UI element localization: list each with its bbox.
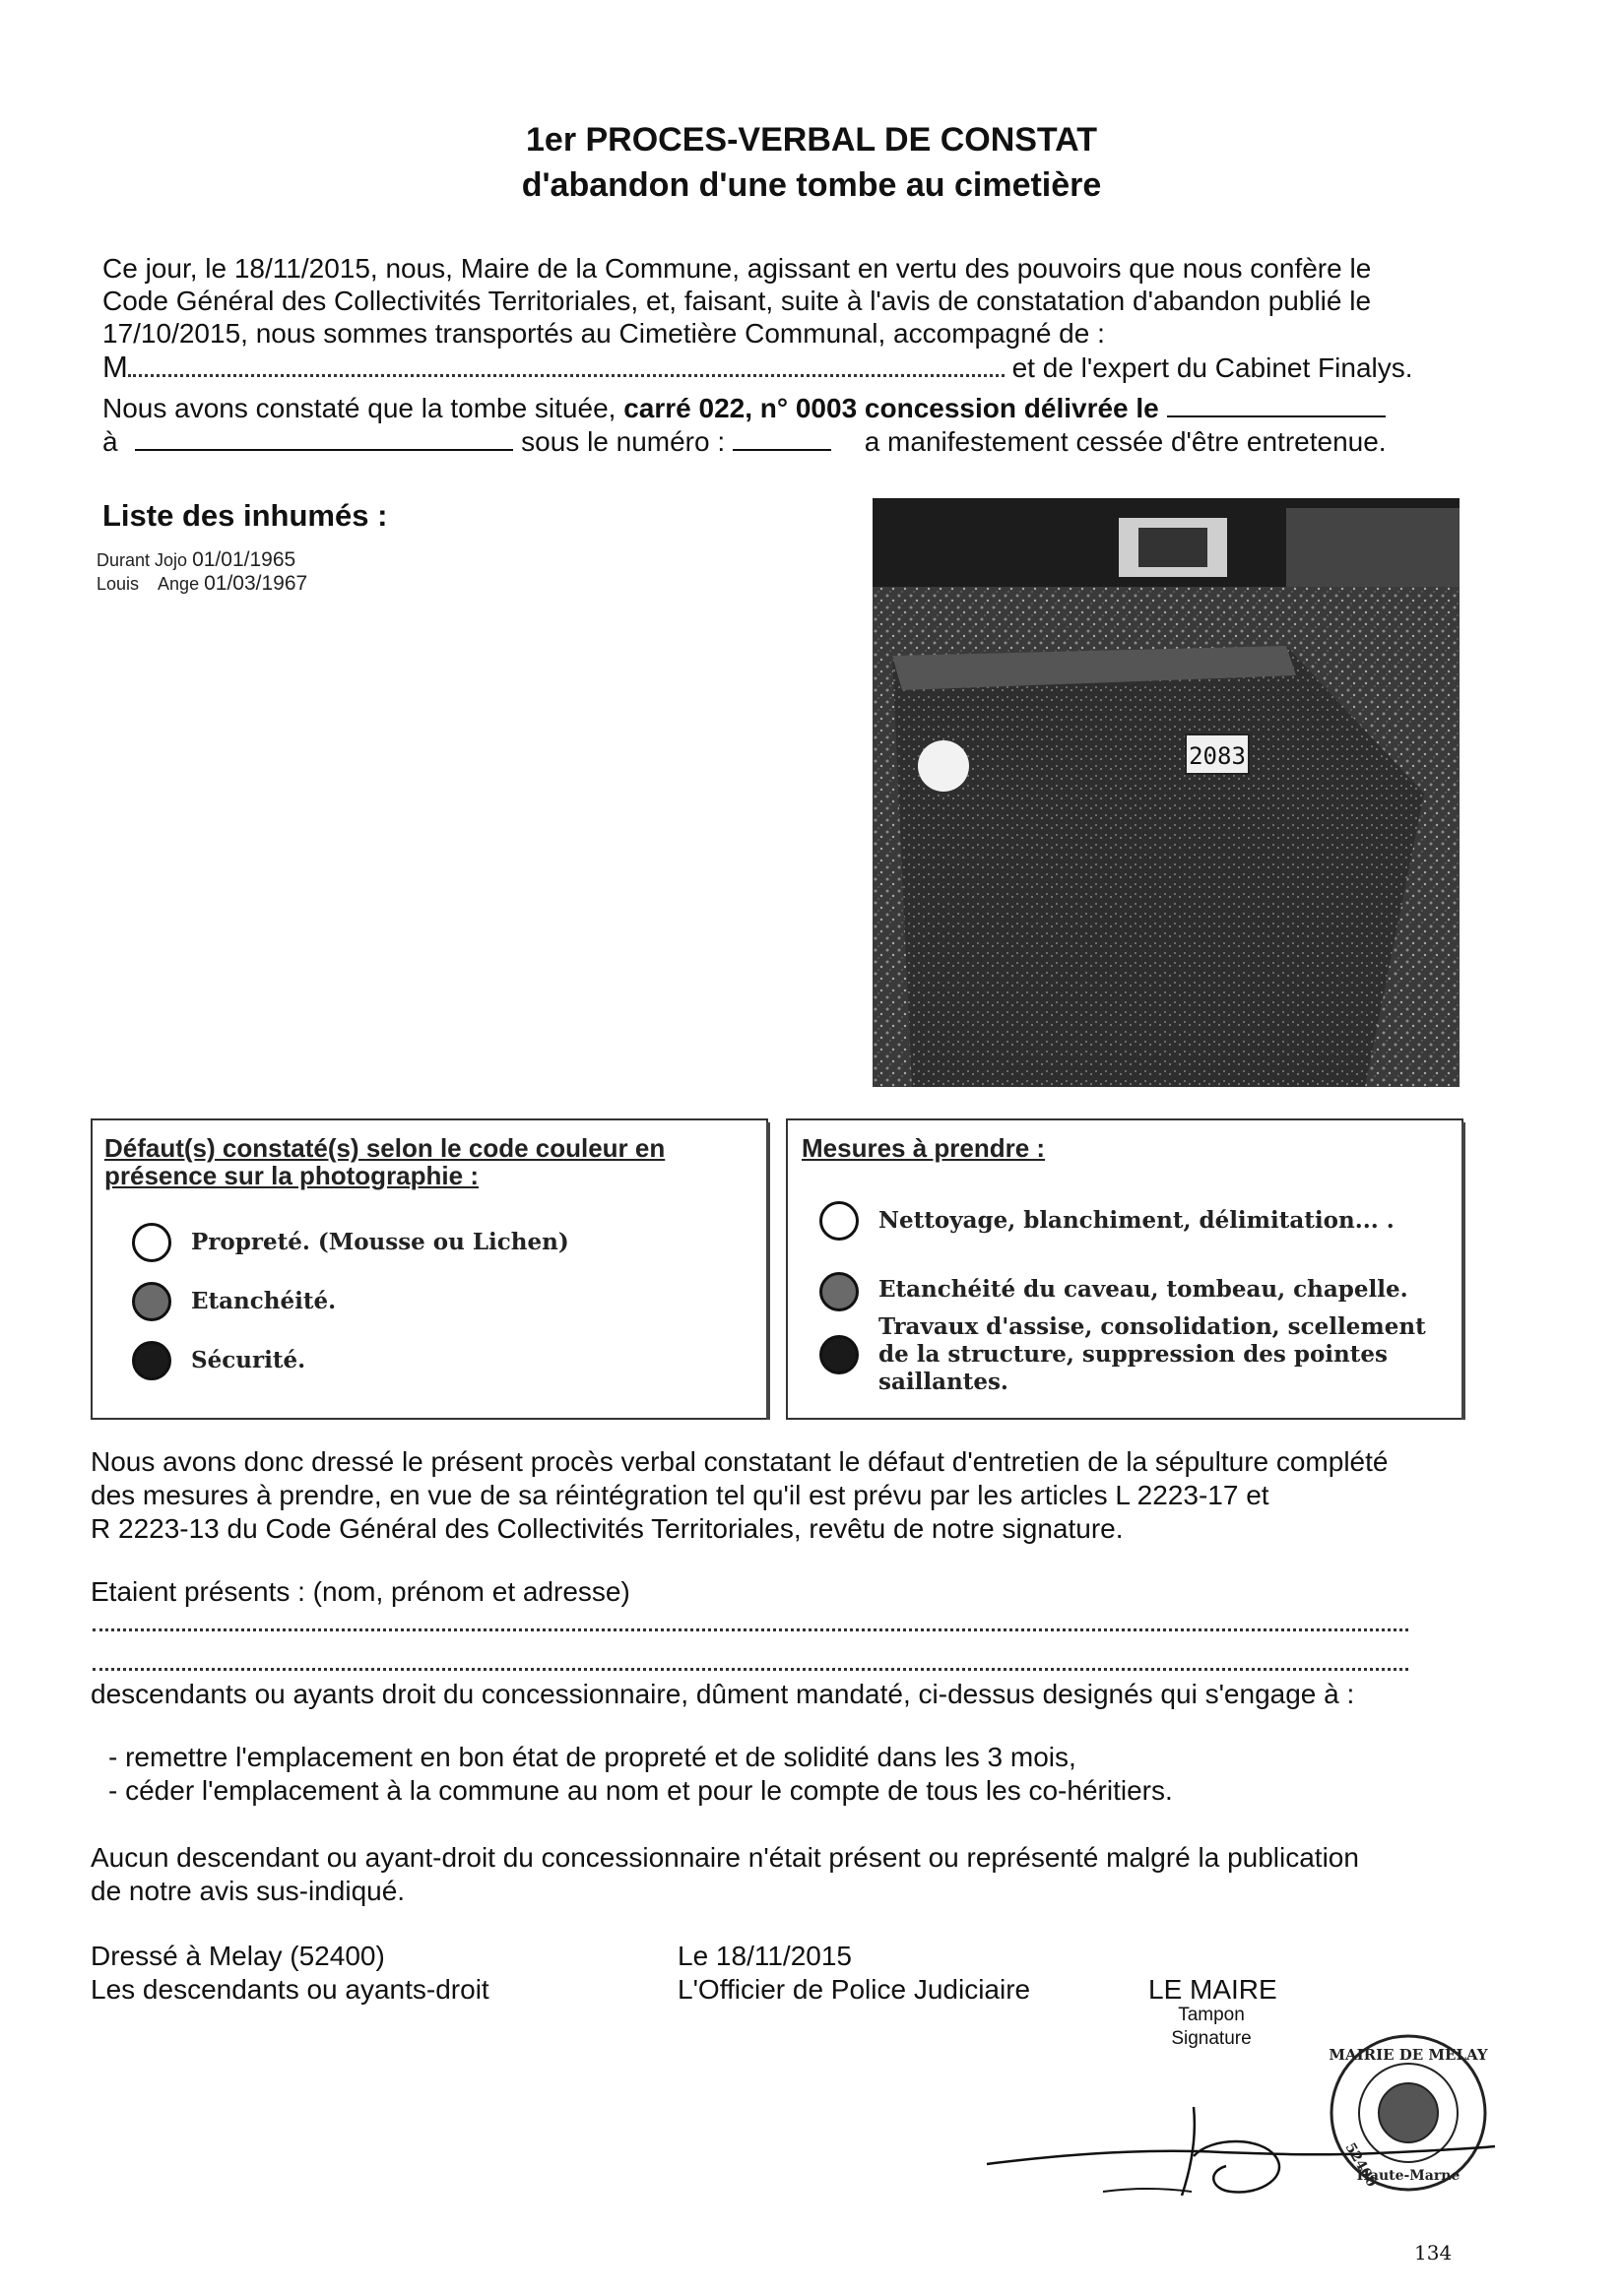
le-maire: LE MAIRE xyxy=(1148,1974,1277,2005)
sous-numero: sous le numéro : xyxy=(521,426,726,457)
inhumes-heading: Liste des inhumés : xyxy=(102,498,388,533)
inhume-row xyxy=(97,549,295,571)
photo-white-circle xyxy=(918,740,969,792)
intro-line-2: Code Général des Collectivités Territoriales, et, faisant, suite à l'avis de constatation d'abandon publié le xyxy=(102,286,1372,316)
defaut-etancheite: Etanchéité. xyxy=(191,1288,337,1314)
constat-prefix: Nous avons constaté que la tombe située, xyxy=(102,393,617,423)
descendants-line: descendants ou ayants droit du concessionnaire, dûment mandaté, ci-dessus designés qui s'engage à : xyxy=(91,1679,1355,1709)
engagement-1: - remettre l'emplacement en bon état de propreté et de solidité dans les 3 mois, xyxy=(108,1742,1076,1772)
box-shadow xyxy=(766,1122,770,1420)
mesures-box xyxy=(786,1118,1463,1420)
title-line-1: 1er PROCES-VERBAL DE CONSTAT xyxy=(526,121,1097,159)
mesure-etancheite: Etanchéité du caveau, tombeau, chapelle. xyxy=(878,1276,1408,1303)
stamp-top-text: MAIRIE DE MELAY xyxy=(1329,2046,1488,2064)
inhume-date: 01/01/1965 xyxy=(192,548,296,571)
mesure-travaux-line-3: saillantes. xyxy=(878,1369,1008,1395)
securite-black-circle-icon xyxy=(132,1341,171,1380)
aucun-line-1: Aucun descendant ou ayant-droit du concessionnaire n'était présent ou représenté malgré la publication xyxy=(91,1842,1359,1873)
propreté-white-circle-icon xyxy=(132,1223,171,1262)
mesure-travaux-line-2: de la structure, suppression des pointes xyxy=(878,1341,1388,1368)
m-prefix: M xyxy=(102,350,128,384)
inhume-name: Durant Jojo xyxy=(97,550,188,570)
conclusion-line-2: des mesures à prendre, en vue de sa réintégration tel qu'il est prévu par les articles L 2223-17 et xyxy=(91,1480,1269,1510)
defauts-box xyxy=(91,1118,768,1420)
m-dotted-blank xyxy=(128,370,1005,377)
title-line-2: d'abandon d'une tombe au cimetière xyxy=(521,166,1102,204)
page-number: 134 xyxy=(1414,2241,1453,2264)
location-blank xyxy=(135,427,513,451)
conclusion-line-1: Nous avons donc dressé le présent procès verbal constatant le défaut d'entretien de la sépulture complété xyxy=(91,1446,1389,1477)
etancheite-grey-circle-icon xyxy=(132,1282,171,1321)
numero-blank xyxy=(733,427,831,451)
photo-plaque-number: 2083 xyxy=(1189,742,1246,770)
stamp-bottom-text: Haute-Marne xyxy=(1356,2168,1461,2184)
defauts-heading-line-1: Défaut(s) constaté(s) selon le code couleur en xyxy=(104,1133,666,1163)
inhume-row xyxy=(97,573,307,595)
defauts-heading xyxy=(104,1134,665,1189)
manifestement: a manifestement cessée d'être entretenue. xyxy=(864,426,1387,457)
handwritten-signature xyxy=(985,2097,1497,2235)
conclusion-line-3: R 2223-13 du Code Général des Collectivités Territoriales, revêtu de notre signature. xyxy=(91,1513,1124,1544)
les-descendants: Les descendants ou ayants-droit xyxy=(91,1974,489,2005)
constat-line xyxy=(102,392,1481,424)
intro-line-1: Ce jour, le 18/11/2015, nous, Maire de la Commune, agissant en vertu des pouvoirs que nous confère le xyxy=(102,253,1372,284)
inhume-name: Louis Ange xyxy=(97,574,200,594)
presents-label: Etaient présents : (nom, prénom et adresse) xyxy=(91,1576,630,1607)
dresse-a: Dressé à Melay (52400) xyxy=(91,1941,385,1971)
mesure-travaux-line-1: Travaux d'assise, consolidation, scellement xyxy=(878,1313,1426,1340)
grave-photo xyxy=(873,498,1460,1087)
presents-dotted-line xyxy=(93,1625,1408,1631)
presents-dotted-line xyxy=(93,1664,1408,1671)
defaut-proprete: Propreté. (Mousse ou Lichen) xyxy=(191,1229,569,1255)
etancheite-grey-circle-icon xyxy=(819,1272,859,1311)
mesures-heading: Mesures à prendre : xyxy=(802,1133,1046,1163)
constat-bold: carré 022, n° 0003 concession délivrée le xyxy=(623,393,1159,423)
a-line xyxy=(102,425,1481,458)
mesure-travaux xyxy=(878,1313,1426,1396)
defauts-heading-line-2: présence sur la photographie : xyxy=(104,1161,479,1190)
mesure-nettoyage: Nettoyage, blanchiment, délimitation... . xyxy=(878,1207,1395,1234)
travaux-black-circle-icon xyxy=(819,1335,859,1374)
a-prefix: à xyxy=(102,426,118,457)
m-suffix: et de l'expert du Cabinet Finalys. xyxy=(1011,352,1413,383)
officier-police: L'Officier de Police Judiciaire xyxy=(678,1974,1031,2005)
stamp-left-text: 52400 xyxy=(1341,2140,1380,2191)
aucun-line-2: de notre avis sus-indiqué. xyxy=(91,1876,406,1906)
nettoyage-white-circle-icon xyxy=(819,1201,859,1241)
box-shadow xyxy=(1461,1122,1465,1420)
engagement-2: - céder l'emplacement à la commune au nom et pour le compte de tous les co-héritiers. xyxy=(108,1775,1173,1806)
defaut-securite: Sécurité. xyxy=(191,1347,306,1373)
concession-date-blank xyxy=(1167,394,1386,417)
tampon-label: Tampon xyxy=(1178,2005,1245,2025)
signature-label: Signature xyxy=(1171,2028,1252,2049)
signature-date: Le 18/11/2015 xyxy=(678,1941,852,1971)
intro-m-line xyxy=(102,351,1481,384)
inhume-date: 01/03/1967 xyxy=(204,572,308,595)
intro-line-3: 17/10/2015, nous sommes transportés au Cimetière Communal, accompagné de : xyxy=(102,318,1105,349)
